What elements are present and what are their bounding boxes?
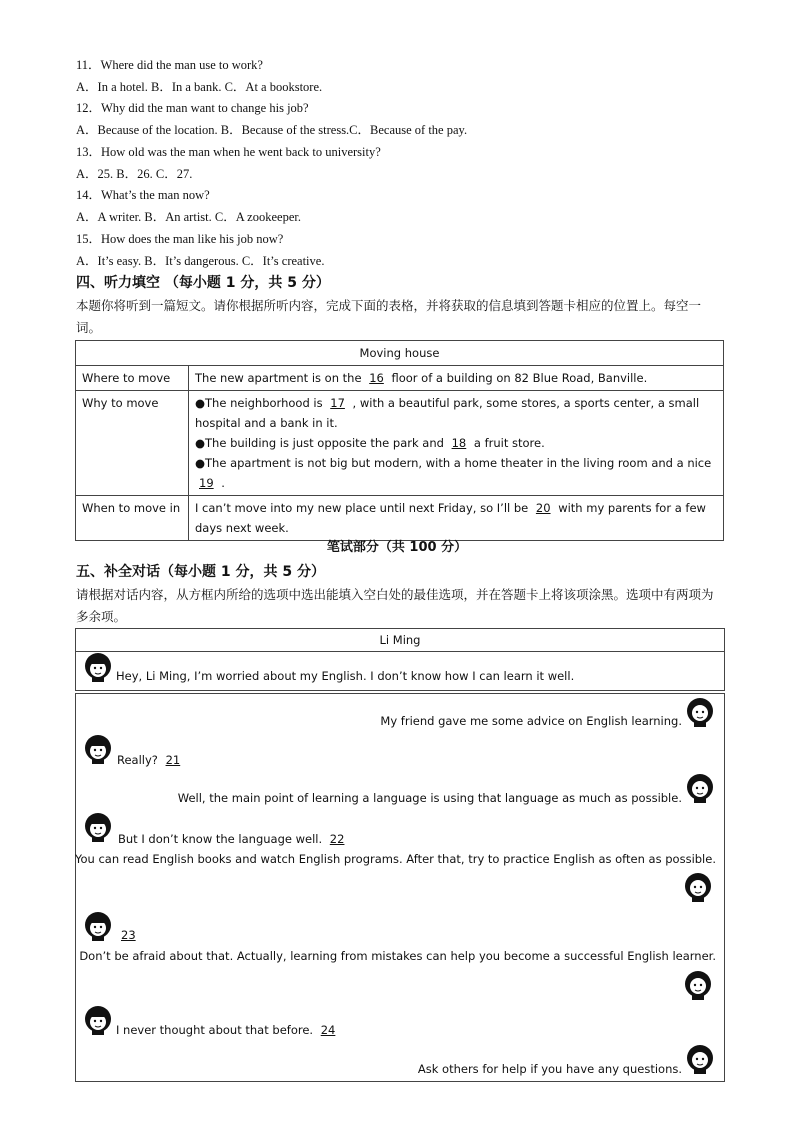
row-text: ●The neighborhood is <box>195 396 327 410</box>
row-text: ●The apartment is not big but modern, with a home theater in the living room and a nice <box>195 456 712 470</box>
blank-18: 18 <box>451 436 467 450</box>
table-title: Moving house <box>76 341 724 366</box>
question-12-options: A．Because of the location. B．Because of the stress.C．Because of the pay. <box>76 123 468 137</box>
row-text: a fruit store. <box>470 436 545 450</box>
row-content <box>189 391 724 496</box>
dialogue-line-2 <box>117 753 184 767</box>
table-title-row <box>76 341 724 366</box>
dialogue-line-0: Hey, Li Ming, I’m worried about my English. I don’t know how I can learn it well. <box>116 669 575 683</box>
blank-21: 21 <box>165 753 181 767</box>
table-row <box>76 366 724 391</box>
boy-avatar-icon <box>685 1044 715 1074</box>
boy-avatar-icon <box>683 970 713 1000</box>
question-15-options: A．It’s easy. B．It’s dangerous. C．It’s creative. <box>76 254 325 268</box>
blank-19: 19 <box>199 476 214 490</box>
question-12: 12．Why did the man want to change his job? <box>76 101 309 115</box>
blank-17: 17 <box>330 396 345 410</box>
bullet-line <box>195 453 717 493</box>
question-11: 11．Where did the man use to work? <box>76 58 263 72</box>
part5-instruction: 请根据对话内容，从方框内所给的选项中选出能填入空白处的最佳选项，并在答题卡上将该项涂黑。选项中有两项为多余项。 <box>76 587 714 624</box>
row-label: Why to move <box>76 391 189 496</box>
line-text: But I don’t know the language well. <box>118 832 326 846</box>
part4-heading: 四、听力填空 （每小题 1 分，共 5 分） <box>76 275 330 291</box>
bullet-line <box>195 393 717 433</box>
row-text: I can’t move into my new place until next Friday, so I’ll be <box>195 501 532 515</box>
line-text: I never thought about that before. <box>116 1023 317 1037</box>
row-text: The new apartment is on the <box>195 371 366 385</box>
girl-avatar-icon <box>83 911 113 941</box>
row-text: . <box>217 476 225 490</box>
dialogue-line-1: My friend gave me some advice on English learning. <box>380 714 682 728</box>
row-text: ●The building is just opposite the park and <box>195 436 448 450</box>
girl-avatar-icon <box>83 734 113 764</box>
row-label: When to move in <box>76 496 189 541</box>
row-content <box>189 366 724 391</box>
dialogue-line-6 <box>117 928 140 942</box>
question-14: 14．What’s the man now? <box>76 188 210 202</box>
boy-avatar-icon <box>683 872 713 902</box>
boy-avatar-icon <box>685 773 715 803</box>
blank-16: 16 <box>369 371 384 385</box>
dialogue-line-8 <box>116 1023 339 1037</box>
blank-22: 22 <box>329 832 345 846</box>
row-text: with my parents for a few days next week. <box>195 501 706 535</box>
dialogue-line-4 <box>118 832 348 846</box>
question-14-options: A．A writer. B．An artist. C．A zookeeper. <box>76 210 301 224</box>
girl-avatar-icon <box>83 1005 113 1035</box>
row-label: Where to move <box>76 366 189 391</box>
dialogue-line-7: Don’t be afraid about that. Actually, learning from mistakes can help you become a successful English learner. <box>79 949 716 963</box>
row-text: floor of a building on 82 Blue Road, Banville. <box>387 371 648 385</box>
part5-heading: 五、补全对话（每小题 1 分，共 5 分） <box>76 564 325 580</box>
question-11-options: A．In a hotel. B．In a bank. C．At a bookstore. <box>76 80 323 94</box>
question-13: 13．How old was the man when he went back to university? <box>76 145 381 159</box>
moving-house-table <box>75 340 724 541</box>
row-content <box>189 496 724 541</box>
dialogue-line-3: Well, the main point of learning a language is using that language as much as possible. <box>177 791 682 805</box>
part4-instruction: 本题你将听到一篇短文。请你根据所听内容，完成下面的表格，并将获取的信息填到答题卡相应的位置上。每空一词。 <box>76 298 702 335</box>
boy-avatar-icon <box>685 697 715 727</box>
blank-23: 23 <box>121 928 136 942</box>
blank-20: 20 <box>535 501 551 515</box>
question-15: 15．How does the man like his job now? <box>76 232 284 246</box>
bullet-line <box>195 433 717 453</box>
table-row <box>76 391 724 496</box>
question-13-options: A．25. B．26. C．27. <box>76 167 193 181</box>
box-title: Li Ming <box>76 629 724 652</box>
girl-avatar-icon <box>83 812 113 842</box>
table-row <box>76 496 724 541</box>
dialogue-line-5: You can read English books and watch English programs. After that, try to practice English as often as possible. <box>74 852 716 866</box>
line-text: Really? <box>117 753 162 767</box>
written-section-title: 笔试部分（共 100 分） <box>326 540 468 555</box>
row-text: , with a beautiful park, some stores, a sports center, a small hospital and a bank in it. <box>195 396 700 430</box>
girl-avatar-icon <box>83 652 113 682</box>
dialogue-line-9: Ask others for help if you have any questions. <box>417 1062 682 1076</box>
blank-24: 24 <box>320 1023 336 1037</box>
